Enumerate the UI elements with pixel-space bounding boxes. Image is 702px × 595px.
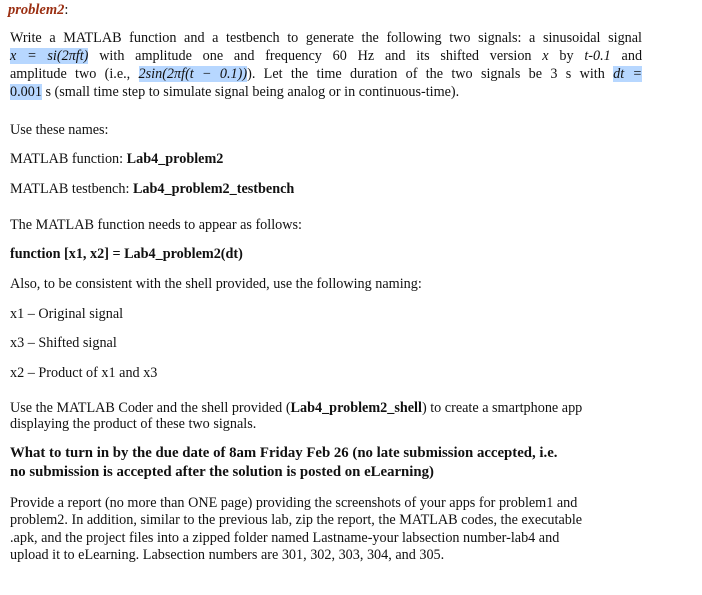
dt-equation: dt = [613, 66, 643, 82]
report-line-1: Provide a report (no more than ONE page) providing the screenshots of your apps for problem1 and [10, 495, 578, 511]
testbench-name: Lab4_problem2_testbench [132, 181, 295, 197]
intro-line-2: x = si(2πft) with amplitude one and frequency 60 Hz and its shifted version x by t-0.1 and [10, 48, 643, 64]
coder-line-1: Use the MATLAB Coder and the shell provided (Lab4_problem2_shell) to create a smartphone app [10, 400, 583, 416]
turnin-line-1: What to turn in by the due date of 8am Friday Feb 26 (no late submission accepted, i.e. [10, 445, 558, 461]
intro-line-4: 0.001 s (small time step to simulate signal being analog or in continuous-time). [10, 84, 460, 100]
function-name-line: MATLAB function: Lab4_problem2 [10, 151, 224, 167]
shell-name: Lab4_problem2_shell [290, 400, 422, 416]
naming-item: x2 – Product of x1 and x3 [10, 365, 158, 381]
coder-line-2: displaying the product of these two signals. [10, 416, 257, 432]
use-names-text: Use these names: [10, 122, 109, 138]
signal-equation: x = si(2πft) [10, 48, 89, 64]
consistent-text: Also, to be consistent with the shell provided, use the following naming: [10, 276, 422, 292]
function-name: Lab4_problem2 [126, 151, 224, 167]
problem-title: problem2: [8, 2, 69, 18]
naming-item: x3 – Shifted signal [10, 335, 117, 351]
intro-line-1: Write a MATLAB function and a testbench to generate the following two signals: a sinusoidal signal [10, 30, 642, 46]
report-line-2: problem2. In addition, similar to the previous lab, zip the report, the MATLAB codes, the executable [10, 512, 583, 528]
function-signature: function [x1, x2] = Lab4_problem2(dt) [10, 246, 243, 262]
testbench-name-line: MATLAB testbench: Lab4_problem2_testbench [10, 181, 295, 197]
naming-item: x1 – Original signal [10, 306, 124, 322]
dt-value: 0.001 [10, 84, 42, 100]
report-line-4: upload it to eLearning. Labsection numbers are 301, 302, 303, 304, and 305. [10, 547, 445, 563]
report-line-3: .apk, and the project files into a zipped folder named Lastname-your labsection number-lab4 and [10, 530, 560, 546]
shifted-equation: 2sin(2πf(t − 0.1)) [138, 66, 248, 82]
intro-line-3: amplitude two (i.e., 2sin(2πf(t − 0.1))). Let the time duration of the two signals be 3 s with dt = [10, 66, 643, 82]
turnin-line-2: no submission is accepted after the solution is posted on eLearning) [10, 464, 434, 480]
appear-text: The MATLAB function needs to appear as follows: [10, 217, 302, 233]
